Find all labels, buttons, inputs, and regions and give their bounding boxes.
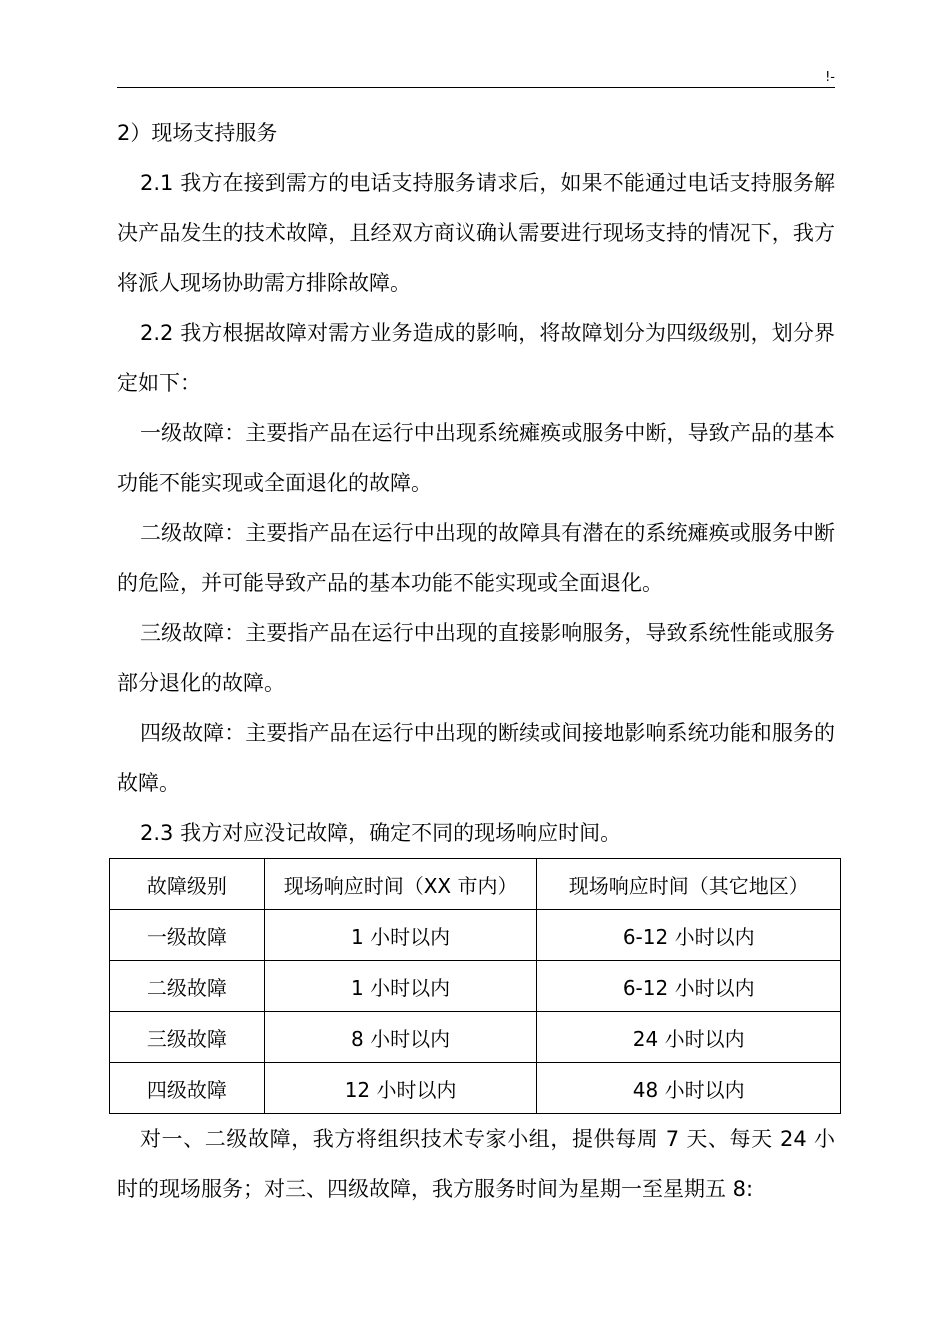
header-rule xyxy=(117,87,835,88)
paragraph-2-1: 2.1 我方在接到需方的电话支持服务请求后，如果不能通过电话支持服务解决产品发生的技术故障，且经双方商议确认需要进行现场支持的情况下，我方将派人现场协助需方排除故障。 xyxy=(117,171,835,295)
table-cell: 8 小时以内 xyxy=(264,1012,537,1063)
table-cell: 四级故障 xyxy=(110,1063,265,1114)
table-header-cell: 现场响应时间（XX 市内） xyxy=(264,859,537,910)
table-row xyxy=(110,1063,841,1114)
paragraph-2-2: 2.2 我方根据故障对需方业务造成的影响，将故障划分为四级级别，划分界定如下： xyxy=(117,321,835,395)
table-header-cell: 现场响应时间（其它地区） xyxy=(537,859,841,910)
table-cell: 二级故障 xyxy=(110,961,265,1012)
table-header-cell: 故障级别 xyxy=(110,859,265,910)
table-cell: 48 小时以内 xyxy=(537,1063,841,1114)
table-cell: 24 小时以内 xyxy=(537,1012,841,1063)
table-cell: 6-12 小时以内 xyxy=(537,961,841,1012)
table-cell: 三级故障 xyxy=(110,1012,265,1063)
table-cell: 6-12 小时以内 xyxy=(537,910,841,961)
paragraph-closing: 对一、二级故障，我方将组织技术专家小组，提供每周 7 天、每天 24 小时的现场服务；对三、四级故障，我方服务时间为星期一至星期五 8: xyxy=(117,1127,835,1201)
paragraph-level-2: 二级故障：主要指产品在运行中出现的故障具有潜在的系统瘫痪或服务中断的危险，并可能导致产品的基本功能不能实现或全面退化。 xyxy=(117,521,835,595)
table-header-row xyxy=(110,859,841,910)
table-cell: 1 小时以内 xyxy=(264,910,537,961)
section-title: 2）现场支持服务 xyxy=(117,121,278,145)
table-row xyxy=(110,910,841,961)
page-mark: !- xyxy=(825,70,835,85)
paragraph-level-4: 四级故障：主要指产品在运行中出现的断续或间接地影响系统功能和服务的故障。 xyxy=(117,721,835,795)
table-cell: 一级故障 xyxy=(110,910,265,961)
table-cell: 1 小时以内 xyxy=(264,961,537,1012)
paragraph-level-3: 三级故障：主要指产品在运行中出现的直接影响服务，导致系统性能或服务部分退化的故障。 xyxy=(117,621,835,695)
paragraph-2-3: 2.3 我方对应没记故障，确定不同的现场响应时间。 xyxy=(140,821,622,845)
table-row xyxy=(110,1012,841,1063)
table-cell: 12 小时以内 xyxy=(264,1063,537,1114)
response-time-table xyxy=(109,858,841,1114)
paragraph-level-1: 一级故障：主要指产品在运行中出现系统瘫痪或服务中断，导致产品的基本功能不能实现或全面退化的故障。 xyxy=(117,421,835,495)
table-row xyxy=(110,961,841,1012)
document-body xyxy=(117,108,835,1214)
